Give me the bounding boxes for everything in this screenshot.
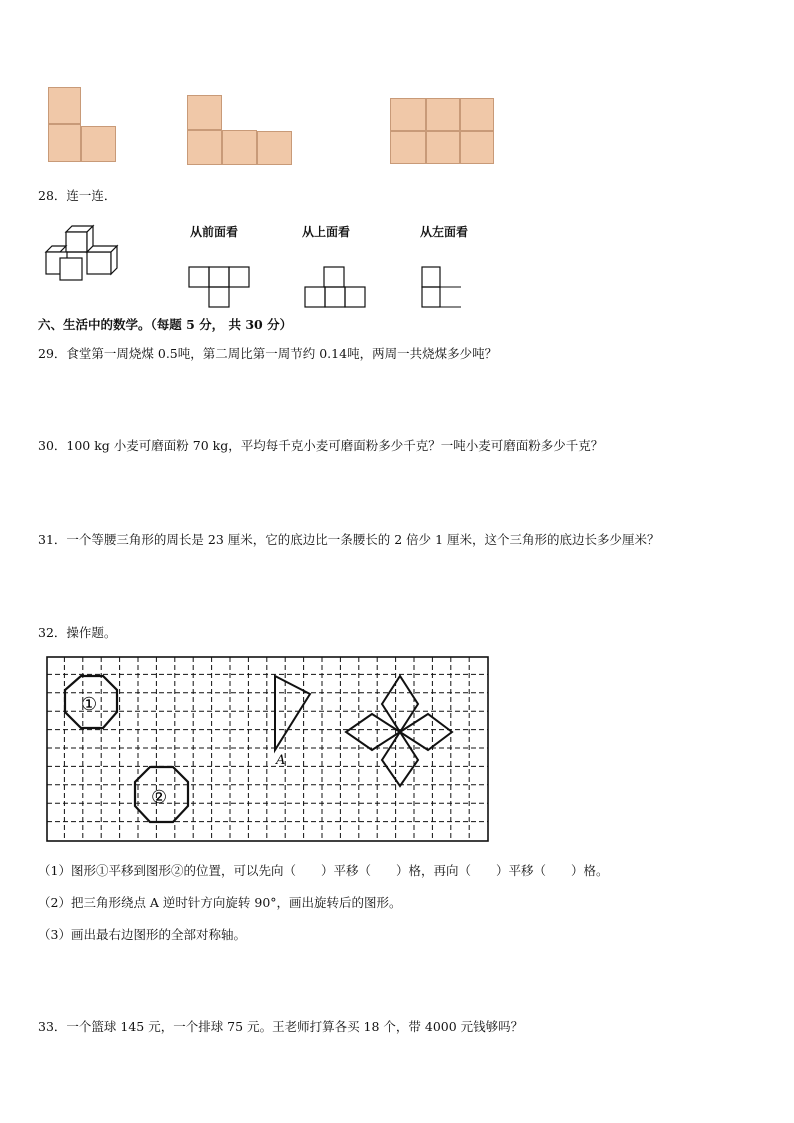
q28-number: 28．连一连． [38,188,117,203]
question-33: 33．一个篮球 145 元，一个排球 75 元。王老师打算各买 18 个，带 4000 元钱够吗？ [38,1019,524,1034]
q32-grid-figure [46,656,490,843]
octagon-2-label: ② [151,787,168,808]
q32-sub1: （1）图形①平移到图形②的位置，可以先向（ ）平移（ ）格，再向（ ）平移（ ）格。 [38,863,609,878]
q32-sub3: （3）画出最右边图形的全部对称轴。 [38,927,246,942]
view-drawing-left [421,266,465,308]
question-32-title: 32．操作题。 [38,625,117,640]
point-a-label: A [276,753,286,768]
octagon-1-label: ① [81,694,98,715]
view-drawing-top [304,266,368,308]
q28-cube-solid [44,222,124,284]
section-6-title: 六、生活中的数学。（每题 5 分， 共 30 分） [38,317,293,332]
q32-sub2: （2）把三角形绕点 A 逆时针方向旋转 90°，画出旋转后的图形。 [38,895,402,910]
view-label-top: 从上面看 [302,225,351,239]
triangle-shape [275,676,310,750]
question-29: 29．食堂第一周烧煤 0.5吨，第二周比第一周节约 0.14吨，两周一共烧煤多少吨？ [38,346,498,361]
question-31: 31．一个等腰三角形的周长是 23 厘米，它的底边比一条腰长的 2 倍少 1 厘米，这个三角形的底边长多少厘米？ [38,532,660,547]
view-drawing-front [188,266,252,308]
question-30: 30．100 kg 小麦可磨面粉 70 kg，平均每千克小麦可磨面粉多少千克？一吨小麦可磨面粉多少千克？ [38,438,604,453]
view-label-left: 从左面看 [420,225,469,239]
view-label-front: 从前面看 [190,225,239,239]
